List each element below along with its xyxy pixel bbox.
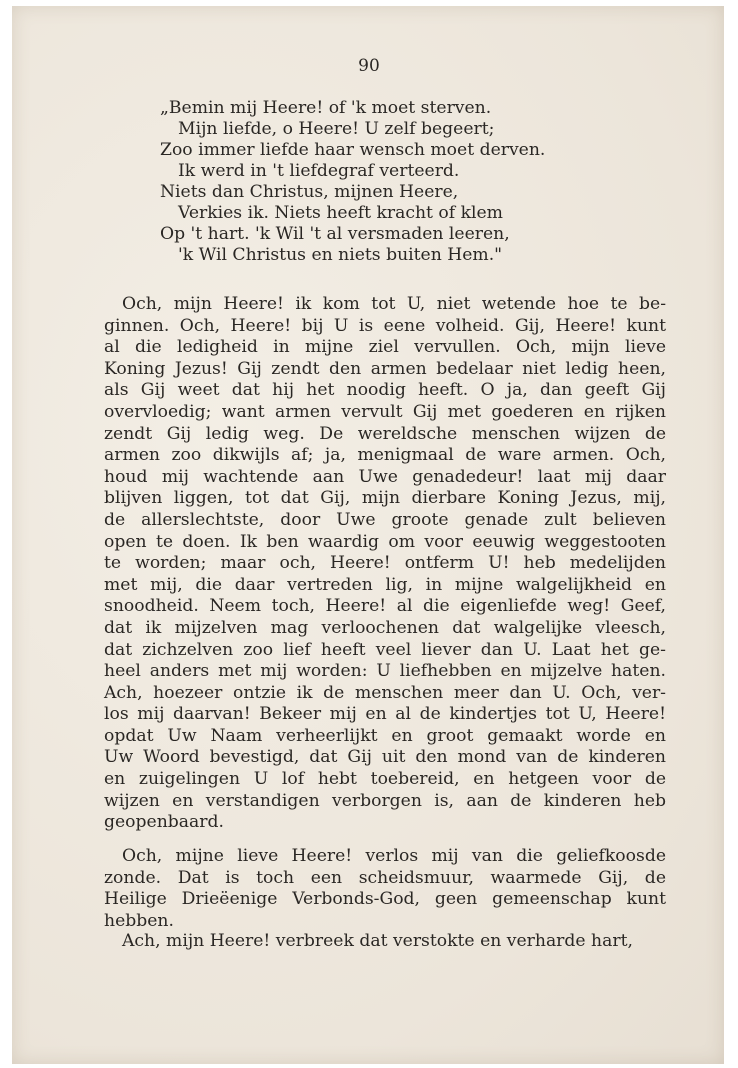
text-line: zendt Gij ledig weg. De wereldsche menschen wijzen de: [104, 423, 666, 444]
text-line: dat zichzelven zoo lief heeft veel liever dan U. Laat het ge-: [104, 639, 666, 660]
text-line: Och, mijn Heere! ik kom tot U, niet wetende hoe te be-: [122, 294, 666, 314]
paragraph-2: [104, 846, 666, 932]
poem-line: „Bemin mij Heere! of 'k moet sterven.: [160, 98, 492, 118]
text-line: hebben.: [104, 910, 174, 931]
text-line: en zuigelingen U lof hebt toebereid, en hetgeen voor de: [104, 769, 666, 790]
text-line: Uw Woord bevestigd, dat Gij uit den mond van de kinderen: [104, 747, 666, 768]
poem-line: Niets dan Christus, mijnen Heere,: [160, 182, 459, 202]
text-line: Ach, mijn Heere! verbreek dat verstokte en verharde hart,: [122, 931, 633, 951]
text-line: zonde. Dat is toch een scheidsmuur, waarmede Gij, de: [104, 867, 666, 888]
poem-line: Zoo immer liefde haar wensch moet derven.: [160, 140, 546, 160]
text-line: te worden; maar och, Heere! ontferm U! heb medelijden: [104, 553, 666, 574]
poem-line: Op 't hart. 'k Wil 't al versmaden leeren,: [160, 224, 510, 244]
text-line: Ach, hoezeer ontzie ik de menschen meer dan U. Och, ver-: [104, 682, 666, 703]
text-line: Och, mijne lieve Heere! verlos mij van die geliefkoosde: [122, 846, 666, 866]
text-line: de allerslechtste, door Uwe groote genade zult believen: [104, 509, 666, 530]
poem-line: Verkies ik. Niets heeft kracht of klem: [178, 203, 503, 223]
poem-stanza: [160, 98, 620, 266]
text-line: los mij daarvan! Bekeer mij en al de kindertjes tot U, Heere!: [104, 704, 666, 725]
paragraph-1: [104, 294, 666, 834]
text-line: open te doen. Ik ben waardig om voor eeuwig weggestooten: [104, 531, 666, 552]
text-line: wijzen en verstandigen verborgen is, aan de kinderen heb: [104, 790, 666, 811]
text-line: armen zoo dikwijls af; ja, menigmaal de ware armen. Och,: [104, 445, 666, 466]
text-line: houd mij wachtende aan Uwe genadedeur! laat mij daar: [104, 466, 666, 487]
text-line: opdat Uw Naam verheerlijkt en groot gemaakt worde en: [104, 725, 666, 746]
text-line: met mij, die daar vertreden lig, in mijne walgelijkheid en: [104, 574, 666, 595]
text-line: geopenbaard.: [104, 812, 224, 833]
paragraph-3: [104, 931, 666, 953]
text-line: snoodheid. Neem toch, Heere! al die eigenliefde weg! Geef,: [104, 596, 666, 617]
text-line: al die ledigheid in mijne ziel vervullen. Och, mijn lieve: [104, 337, 666, 358]
poem-line: 'k Wil Christus en niets buiten Hem.": [178, 245, 503, 265]
text-line: als Gij weet dat hij het noodig heeft. O ja, dan geeft Gij: [104, 380, 666, 401]
poem-line: Ik werd in 't liefdegraf verteerd.: [178, 161, 460, 181]
poem-line: Mijn liefde, o Heere! U zelf begeert;: [178, 119, 495, 139]
page-number: 90: [358, 56, 380, 76]
text-line: ginnen. Och, Heere! bij U is eene volheid. Gij, Heere! kunt: [104, 315, 666, 336]
text-line: heel anders met mij worden: U liefhebben en mijzelve haten.: [104, 661, 666, 682]
text-line: overvloedig; want armen vervult Gij met goederen en rijken: [104, 401, 666, 422]
text-line: Koning Jezus! Gij zendt den armen bedelaar niet ledig heen,: [104, 358, 666, 379]
text-line: dat ik mijzelven mag verloochenen dat walgelijke vleesch,: [104, 617, 666, 638]
text-line: blijven liggen, tot dat Gij, mijn dierbare Koning Jezus, mij,: [104, 488, 666, 509]
text-line: Heilige Drieëenige Verbonds-God, geen gemeenschap kunt: [104, 889, 666, 910]
